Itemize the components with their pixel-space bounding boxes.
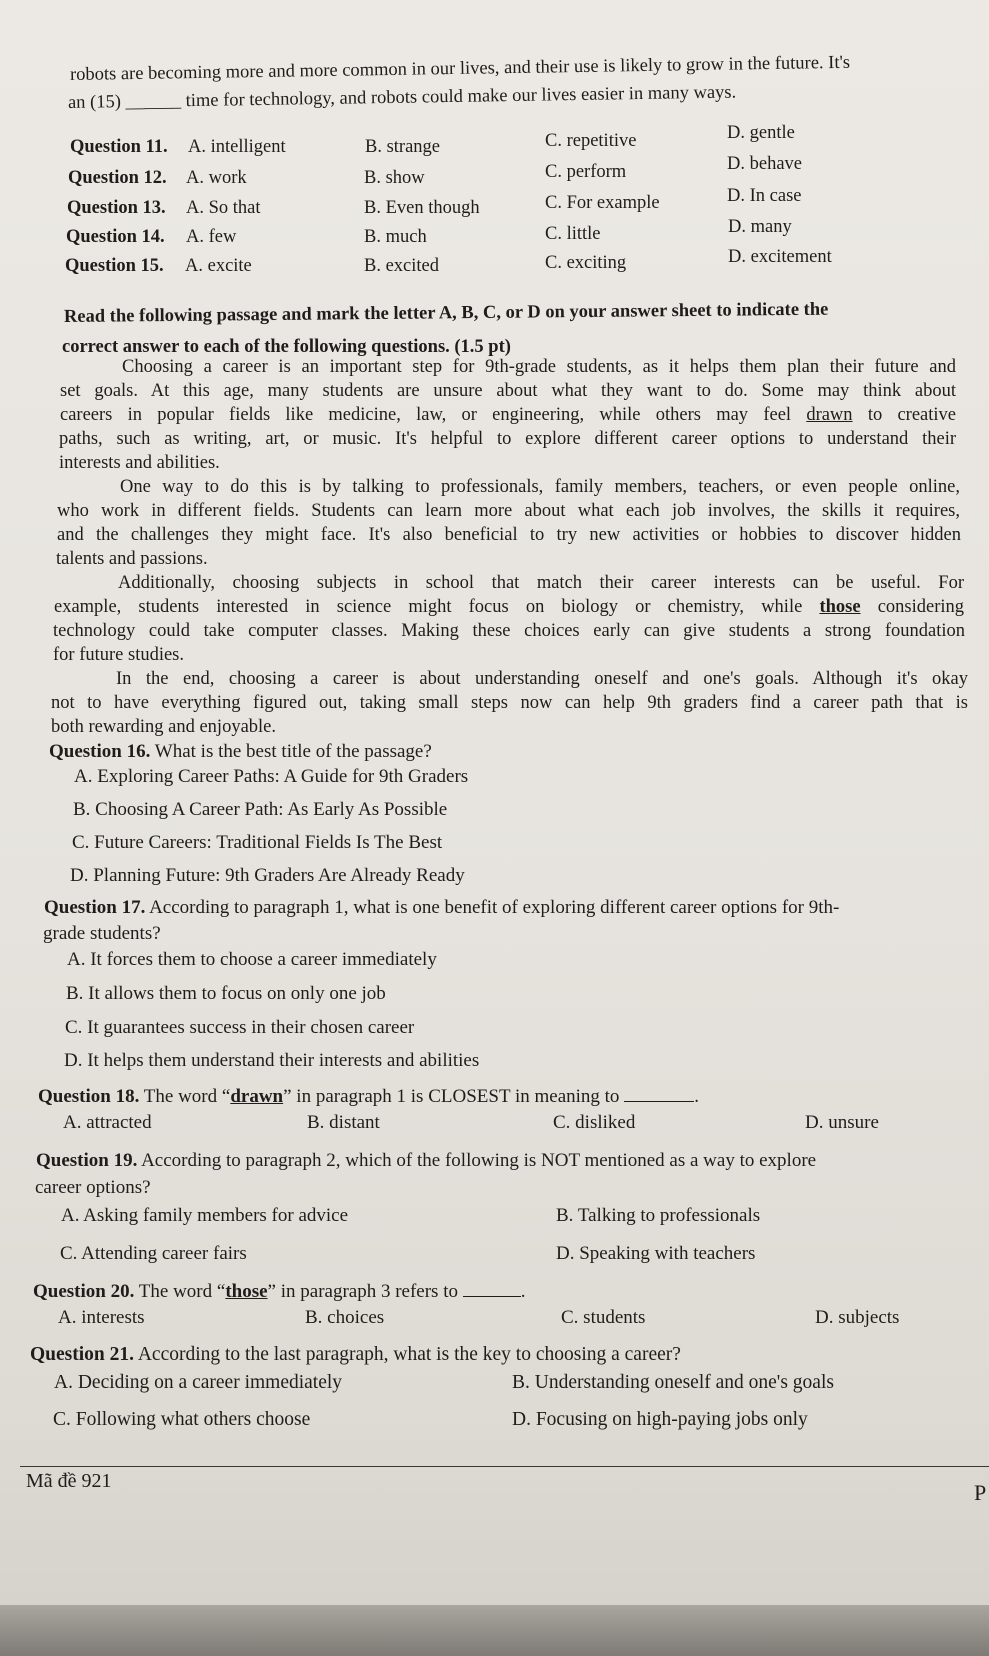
- option-a: A. excite: [185, 256, 252, 276]
- p1-line-4: paths, such as writing, art, or music. It's helpful to explore different career options to understand their: [59, 429, 956, 449]
- q20-word: those: [225, 1281, 268, 1302]
- question-18: Question 18. The word “drawn” in paragraph 1 is CLOSEST in meaning to .: [38, 1086, 699, 1107]
- option-c: C. repetitive: [545, 131, 637, 151]
- reading-instruction-1: Read the following passage and mark the letter A, B, C, or D on your answer sheet to indicate the: [63, 299, 829, 327]
- question-label: Question 11.: [70, 137, 168, 157]
- option-c: C. Attending career fairs: [60, 1243, 247, 1264]
- option-b: B. distant: [307, 1112, 380, 1133]
- option-b: B. show: [364, 168, 425, 188]
- p1-line-2: set goals. At this age, many students are unsure about what they want to do. Some may think about: [60, 381, 956, 401]
- question-19: Question 19. According to paragraph 2, which of the following is NOT mentioned as a way to explore: [36, 1150, 817, 1171]
- question-17-cont: grade students?: [43, 923, 161, 944]
- option-c: C. perform: [545, 162, 627, 182]
- option-d: D. many: [728, 217, 792, 237]
- p4-line-3: both rewarding and enjoyable.: [51, 717, 277, 737]
- option-d: D. unsure: [805, 1112, 879, 1133]
- question-14-row: [0, 217, 989, 251]
- option-c: C. students: [561, 1307, 646, 1328]
- q18-options: [0, 1112, 989, 1136]
- option-d: D. Speaking with teachers: [556, 1243, 756, 1264]
- option-b: B. much: [364, 227, 427, 247]
- option-b: B. excited: [364, 256, 440, 276]
- q17-option-b: B. It allows them to focus on only one job: [66, 983, 386, 1004]
- underlined-word-those: those: [819, 597, 861, 617]
- underlined-word-drawn: drawn: [806, 405, 853, 425]
- option-a: A. interests: [58, 1307, 145, 1328]
- question-21: Question 21. According to the last paragraph, what is the key to choosing a career?: [30, 1344, 681, 1365]
- option-d: D. behave: [727, 154, 802, 174]
- question-13-row: [0, 186, 989, 222]
- option-c: C. exciting: [545, 253, 627, 273]
- p1-line-1: Choosing a career is an important step for 9th-grade students, as it helps them plan their future and: [122, 357, 956, 377]
- q17-option-c: C. It guarantees success in their chosen career: [65, 1017, 415, 1038]
- question-16: Question 16. What is the best title of the passage?: [49, 741, 432, 762]
- option-c: C. Following what others choose: [53, 1409, 311, 1430]
- question-label: Question 14.: [66, 227, 165, 247]
- p2-line-3: and the challenges they might face. It's also beneficial to try new activities or hobbies to discover hidden: [57, 525, 961, 545]
- q16-option-b: B. Choosing A Career Path: As Early As Possible: [73, 799, 448, 820]
- option-a: A. attracted: [63, 1112, 152, 1133]
- option-b: B. Understanding oneself and one's goals: [512, 1372, 834, 1393]
- q16-option-c: C. Future Careers: Traditional Fields Is The Best: [72, 832, 443, 853]
- p2-line-2: who work in different fields. Students can learn more about what each job involves, the skills it requires,: [57, 501, 960, 521]
- p4-line-1: In the end, choosing a career is about understanding oneself and one's goals. Although it's okay: [116, 669, 968, 689]
- option-b: B. Even though: [364, 198, 480, 218]
- question-12-row: [0, 154, 989, 192]
- question-label: Question 12.: [68, 168, 167, 188]
- option-c: C. For example: [545, 193, 660, 213]
- q17-option-d: D. It helps them understand their interests and abilities: [64, 1050, 480, 1071]
- option-d: D. In case: [727, 186, 802, 206]
- option-b: B. choices: [305, 1307, 385, 1328]
- p3-line-2: example, students interested in science might focus on biology or chemistry, while those considering: [54, 597, 965, 617]
- p2-line-4: talents and passions.: [56, 549, 208, 569]
- question-15-row: [0, 247, 989, 280]
- answer-blank: [463, 1282, 521, 1297]
- option-a: A. few: [186, 227, 237, 247]
- option-d: D. excitement: [728, 247, 832, 267]
- q21-options-2: [0, 1409, 989, 1433]
- question-17: Question 17. According to paragraph 1, what is one benefit of exploring different career options for 9th-: [44, 897, 840, 918]
- question-label: Question 13.: [67, 198, 166, 218]
- question-19-cont: career options?: [35, 1177, 151, 1198]
- p3-line-4: for future studies.: [53, 645, 185, 665]
- p3-line-3: technology could take computer classes. Making these choices early can give students a strong foundation: [53, 621, 965, 641]
- question-20: Question 20. The word “those” in paragraph 3 refers to .: [33, 1281, 526, 1302]
- page-bottom-shadow: [0, 1605, 989, 1656]
- question-11-row: [0, 123, 989, 161]
- option-a: A. Deciding on a career immediately: [54, 1372, 343, 1393]
- q16-option-a: A. Exploring Career Paths: A Guide for 9th Graders: [74, 766, 469, 787]
- q16-option-d: D. Planning Future: 9th Graders Are Already Ready: [70, 865, 465, 886]
- option-c: C. little: [545, 224, 601, 244]
- reading-instruction-2: correct answer to each of the following questions. (1.5 pt): [62, 337, 511, 357]
- option-a: A. Asking family members for advice: [61, 1205, 349, 1226]
- option-d: D. gentle: [727, 123, 795, 143]
- option-a: A. So that: [186, 198, 261, 218]
- q20-options: [0, 1307, 989, 1331]
- p1-line-3: careers in popular fields like medicine, law, or engineering, while others may feel drawn to creative: [60, 405, 956, 425]
- option-a: A. work: [186, 168, 247, 188]
- q19-options-1: [0, 1205, 989, 1229]
- option-d: D. subjects: [815, 1307, 900, 1328]
- option-a: A. intelligent: [188, 137, 286, 157]
- page-label: P: [974, 1480, 987, 1505]
- q17-option-a: A. It forces them to choose a career immediately: [67, 949, 437, 970]
- option-d: D. Focusing on high-paying jobs only: [512, 1409, 808, 1430]
- option-c: C. disliked: [553, 1112, 636, 1133]
- exam-code: Mã đề 921: [26, 1470, 112, 1492]
- p2-line-1: One way to do this is by talking to professionals, family members, teachers, or even people online,: [120, 477, 960, 497]
- q18-word: drawn: [230, 1086, 284, 1107]
- p3-line-1: Additionally, choosing subjects in school that match their career interests can be useful. For: [118, 573, 964, 593]
- intro-line-1: robots are becoming more and more common in our lives, and their use is likely to grow in the future. It's: [69, 52, 851, 85]
- option-b: B. strange: [365, 137, 441, 157]
- q19-options-2: [0, 1243, 989, 1267]
- p1-line-5: interests and abilities.: [59, 453, 220, 473]
- q21-options-1: [0, 1372, 989, 1396]
- footer-divider: [20, 1466, 989, 1467]
- intro-line-2: an (15) ______ time for technology, and robots could make our lives easier in many ways.: [67, 82, 737, 113]
- question-label: Question 15.: [65, 256, 164, 276]
- option-b: B. Talking to professionals: [556, 1205, 761, 1226]
- p4-line-2: not to have everything figured out, taking small steps now can help 9th graders find a career path that is: [51, 693, 968, 713]
- answer-blank: [624, 1087, 694, 1102]
